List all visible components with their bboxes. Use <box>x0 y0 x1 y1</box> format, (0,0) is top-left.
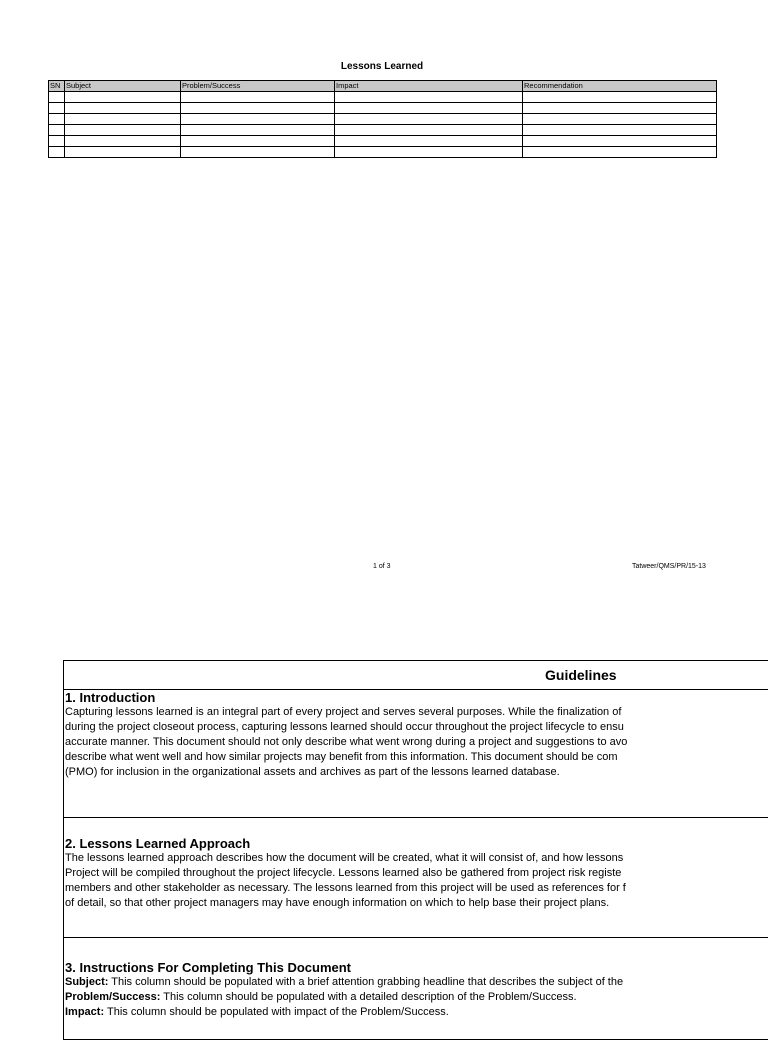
table-cell[interactable] <box>523 92 717 103</box>
table-cell[interactable] <box>49 114 65 125</box>
table-row <box>49 103 717 114</box>
table-cell[interactable] <box>181 103 335 114</box>
page-number: 1 of 3 <box>373 563 391 570</box>
instruction-text: This column should be populated with a brief attention grabbing headline that describes the subject of the <box>108 976 624 988</box>
section-line: describe what went well and how similar projects may benefit from this information. This document should be com <box>65 751 618 763</box>
guidelines-heading: Guidelines <box>64 661 768 690</box>
section-instructions <box>64 938 768 1058</box>
table-cell[interactable] <box>49 125 65 136</box>
table-cell[interactable] <box>335 114 523 125</box>
col-header-recommendation: Recommendation <box>523 81 717 92</box>
section-introduction <box>64 690 768 818</box>
section-line: accurate manner. This document should not only describe what went wrong during a project and suggestions to avo <box>65 736 628 748</box>
table-cell[interactable] <box>49 147 65 158</box>
table-cell[interactable] <box>335 136 523 147</box>
instruction-impact <box>65 1005 768 1020</box>
section-line: The lessons learned approach describes how the document will be created, what it will consist of, and how lessons <box>65 852 624 864</box>
instruction-text: This column should be populated with impact of the Problem/Success. <box>104 1006 449 1018</box>
col-header-impact: Impact <box>335 81 523 92</box>
table-cell[interactable] <box>65 147 181 158</box>
table-cell[interactable] <box>49 136 65 147</box>
table-cell[interactable] <box>335 103 523 114</box>
page-title: Lessons Learned <box>340 61 424 72</box>
table-cell[interactable] <box>65 92 181 103</box>
table-cell[interactable] <box>181 125 335 136</box>
table-header-row <box>49 81 717 92</box>
table-cell[interactable] <box>65 103 181 114</box>
table-cell[interactable] <box>65 125 181 136</box>
document-code: Tatweer/QMS/PR/15-13 <box>632 563 706 570</box>
instruction-label: Subject: <box>65 976 109 988</box>
table-cell[interactable] <box>523 114 717 125</box>
table-cell[interactable] <box>523 125 717 136</box>
table-row <box>49 147 717 158</box>
table-row <box>49 92 717 103</box>
table-row <box>49 114 717 125</box>
table-cell[interactable] <box>65 114 181 125</box>
table-cell[interactable] <box>335 125 523 136</box>
section-line: Capturing lessons learned is an integral part of every project and serves several purposes. While the finalization of <box>65 706 622 718</box>
section-line: Project will be compiled throughout the project lifecycle. Lessons learned also be gathered from project risk registe <box>65 867 622 879</box>
table-cell[interactable] <box>523 147 717 158</box>
instruction-subject <box>65 975 768 990</box>
table-cell[interactable] <box>335 147 523 158</box>
table-cell[interactable] <box>181 92 335 103</box>
table-row <box>49 136 717 147</box>
section-title: 3. Instructions For Completing This Document <box>65 960 352 975</box>
section-approach <box>64 818 768 938</box>
table-cell[interactable] <box>49 103 65 114</box>
table-cell[interactable] <box>49 92 65 103</box>
table-cell[interactable] <box>181 114 335 125</box>
col-header-sn: SN <box>49 81 65 92</box>
section-line: during the project closeout process, capturing lessons learned should occur throughout the project lifecycle to ensu <box>65 721 624 733</box>
table-cell[interactable] <box>181 136 335 147</box>
table-cell[interactable] <box>335 92 523 103</box>
instruction-text: This column should be populated with a detailed description of the Problem/Success. <box>160 991 577 1003</box>
section-line: of detail, so that other project managers may have enough information on which to help base their project plans. <box>65 897 610 909</box>
instruction-problem-success <box>65 990 768 1005</box>
table-cell[interactable] <box>523 136 717 147</box>
guidelines-box <box>63 660 768 1040</box>
col-header-problem-success: Problem/Success <box>181 81 335 92</box>
instruction-label: Impact: <box>65 1006 105 1018</box>
col-header-subject: Subject <box>65 81 181 92</box>
table-cell[interactable] <box>65 136 181 147</box>
section-line: (PMO) for inclusion in the organizational assets and archives as part of the lessons learned database. <box>65 766 560 778</box>
section-title: 1. Introduction <box>65 690 156 705</box>
table-row <box>49 125 717 136</box>
lessons-learned-table <box>48 80 717 158</box>
instruction-label: Problem/Success: <box>65 991 161 1003</box>
section-line: members and other stakeholder as necessary. The lessons learned from this project will be used as references for f <box>65 882 626 894</box>
table-cell[interactable] <box>181 147 335 158</box>
section-title: 2. Lessons Learned Approach <box>65 836 251 851</box>
table-cell[interactable] <box>523 103 717 114</box>
